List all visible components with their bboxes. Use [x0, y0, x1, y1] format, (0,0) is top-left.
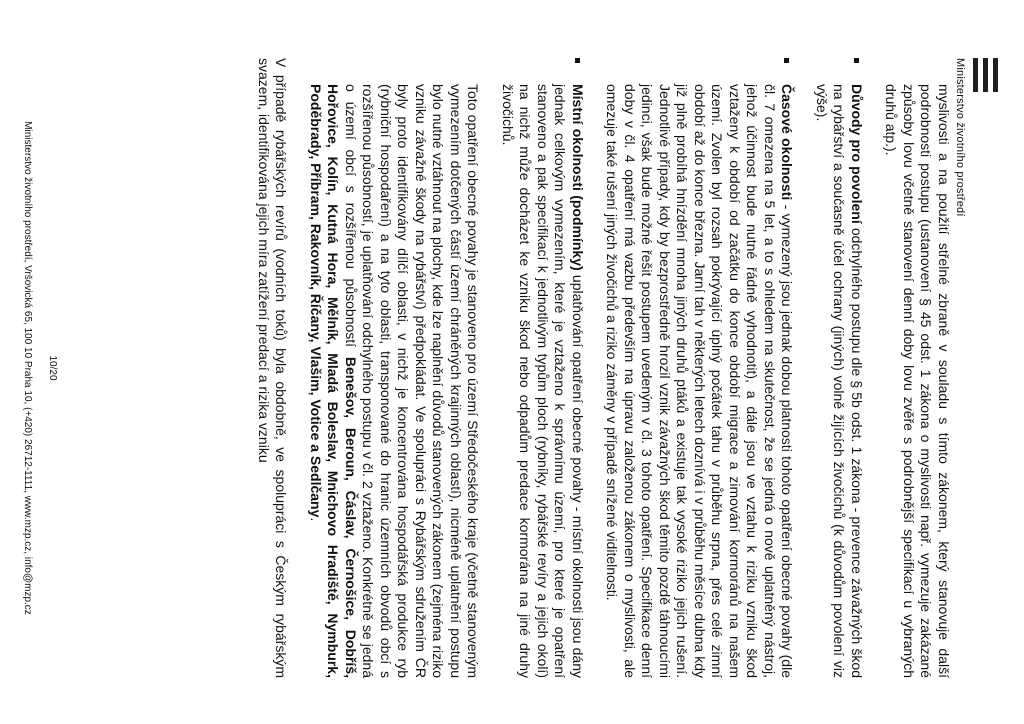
page-header: [952, 58, 1012, 678]
territory-text: Toto opatření obecné povahy je stanoveno pro území Středočeského kraje (včetně stanoveným vymezením dotčených částí území chráněných krajinných oblastí), nicméně uplatnění postupu bylo nutné vztáhnout na plochy, kde lze naplnění důvodů stanovených zákonem (zejména riziko vzniku závažné škody na rybářství) předpokládat. Ve spolupráci s Rybářským sdružením ČR byly proto identifikovány dílčí oblasti, v nichž je koncentrována hospodářská produkce ryb (rybniční hospodaření) a na tyto oblasti, transponované do hranic územních obvodů obcí s rozšířenou působností, je uplatňování odchylného postupu v čl. 2 vztaženo. Konkrétně se jedná o území obcí s rozšířenou působností: [343, 84, 482, 678]
territory-end: .: [308, 517, 324, 522]
page-number: 10/20: [47, 355, 58, 381]
bullet-text: uplatňování opatření obecné povahy - místní okolnosti jsou dány jednak celkovým vymezením, které je vztaženo k správnímu území, pro které je opatření stanoveno a pak specifikací k jednotlivým typům ploch (rybníky, rybářské revíry a jejich okolí) na nichž může docházet ke vzniku škod nebo odpadům predace kormorána na jiné druhy živočichů.: [500, 84, 586, 679]
bullet-icon: [575, 58, 580, 63]
bullet-text: odchylného postupu dle § 5b odst. 1 zákona - prevence závažných škod na rybářství a současně účel ochrany (jiných) volně žijících živočichů (k důvodům povolení viz výše).: [814, 84, 865, 679]
footer-contact: Ministerstvo životního prostředí, Vršovická 65, 100 10 Praha 10, (+420) 26712-1111, www.mzp.cz, info@mzp.cz: [22, 121, 33, 615]
bullet-label: Časové okolnosti: [779, 84, 796, 201]
bullet-icon: [785, 58, 790, 63]
fisheries-paragraph: V případě rybářských revírů (vodních toků) byla obdobně, ve spolupráci s Českým rybářským svazem, identifikována jejich míra zatížení predací a rizika vzniku: [256, 58, 290, 678]
bullet-item-casove: [603, 58, 796, 678]
territory-paragraph: [307, 58, 482, 678]
bullet-item-mistni: [499, 58, 587, 678]
territory-municipalities: Benešov, Beroun, Čáslav, Černošice, Dobříš, Hořovice, Kolín, Kutná Hora, Mělník, Mladá Boleslav, Mnichovo Hradiště, Nymburk, Poděbrady, Příbram, Rakovník, Říčany, Vlašim, Votice a Sedlčany: [308, 84, 359, 678]
intro-paragraph: myslivosti a na použití střelné zbraně v souladu s tímto zákonem, který stanovuje další podrobnosti postupu (ustanovení § 45 odst. 1 zákona o myslivosti např. vymezuje zakázané způsoby lovu včetně stanovení denní doby lovu zvěře s podrobnější specifikací u vybraných druhů atp.).: [883, 84, 952, 678]
bullet-label: Důvody pro povolení: [849, 84, 865, 224]
bullet-item-duvody: [813, 58, 866, 678]
ministry-name: Ministerstvo životního prostředí: [954, 58, 966, 217]
bullet-text: - vymezený jsou jednak dobou platnosti tohoto opatření obecné povahy (dle čl. 7 omezena na 5 let, a to s ohledem na skutečnost, že se jedná o nově uplatněný nástroj, jehož účinnost bude nutné řádně vyhodnotit), a dále jsou ve vztahu k riziku vzniku škod vztaženy k období od začátku do konce období migrace a zimování kormoránů na našem území. Zvolen byl rozsah pokrývající úplný počátek tahu v průběhu srpna, přes celé zimní období až do konce března. Jarní tah v některých letech doznívá i v průběhu měsíce dubna kdy již plně probíhá hnízdění mnoha jiných druhů ptáků a existuje tak vysoké riziko jejich rušení. Jednotlivé případy, kdy by bezprostředně hrozil vznik závažných škod těmito pozdě táhnoucími jedinci, však bude možné řešit postupem uvedeným v čl. 3 tohoto opatření. Specifikace denní doby v čl. 4 opatření má vazbu především na úpravu založenou zákonem o myslivosti, ale omezuje také rušení jiných živočichů a riziko záměny v případě snížené viditelnosti.: [604, 84, 796, 678]
ministry-logo-bars: [973, 58, 998, 92]
bullet-icon: [854, 58, 859, 63]
document-body: [255, 58, 953, 678]
bullet-label: Místní okolnosti (podmínky): [570, 84, 586, 271]
page-footer: [22, 58, 58, 678]
